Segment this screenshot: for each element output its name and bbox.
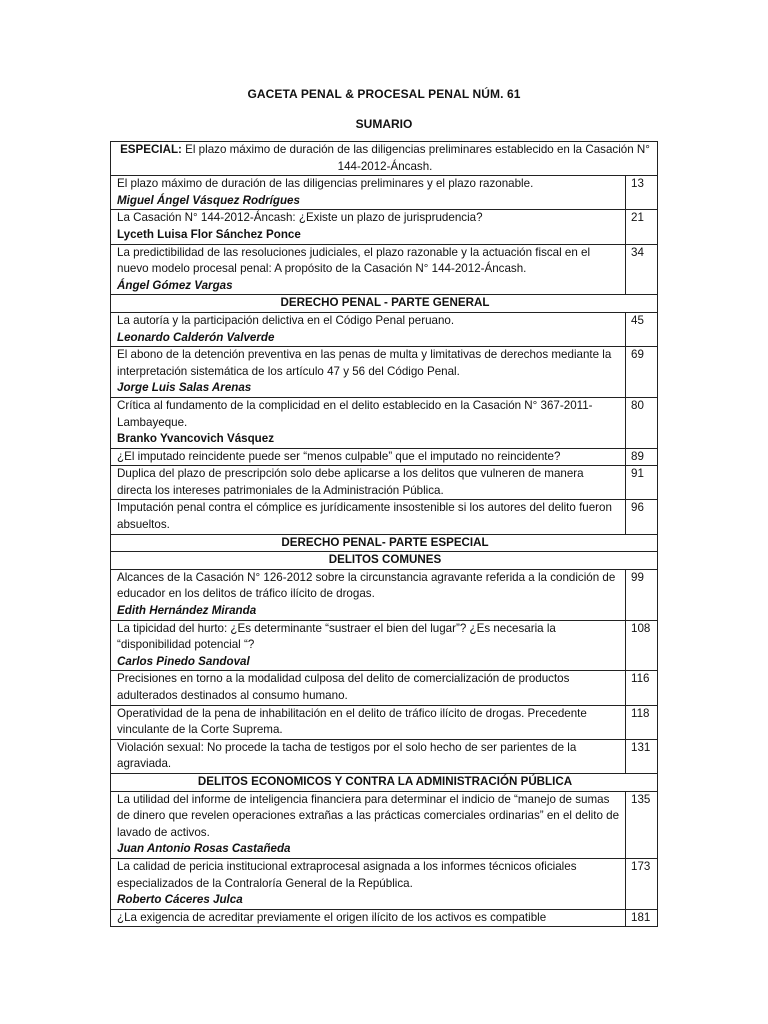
entry-cell [111,176,626,210]
entry-cell [111,244,626,295]
table-row [111,705,658,739]
page-number: 45 [626,312,658,346]
entry-title: Precisiones en torno a la modalidad culposa del delito de comercialización de productos adulterados destinados al consumo humano. [117,672,570,702]
table-row [111,620,658,671]
page-number: 34 [626,244,658,295]
table-row [111,909,658,927]
entry-cell [111,312,626,346]
table-row [111,176,658,210]
entry-title: La calidad de pericia institucional extraprocesal asignada a los informes técnicos oficiales especializados de la Contraloría General de la República. [117,859,577,890]
entry-title: La utilidad del informe de inteligencia financiera para determinar el indicio de “manejo de sumas de dinero que revelen operaciones extrañas a las prácticas comerciales ordinarias” en el delito de lavado de activos. [117,792,620,839]
entry-cell [111,739,626,773]
page-number: 96 [626,500,658,534]
section-title: DELITOS COMUNES [111,552,658,570]
page-number: 69 [626,347,658,398]
page-number: 80 [626,397,658,448]
entry-author: Juan Antonio Rosas Castañeda [117,842,291,856]
entry-author: Branko Yvancovich Vásquez [117,432,275,446]
entry-cell [111,448,626,466]
entry-cell [111,210,626,244]
page-number: 99 [626,569,658,620]
entry-title: Alcances de la Casación N° 126-2012 sobre la circunstancia agravante referida a la condición de educador en los delitos de tráfico ilícito de drogas. [117,570,616,601]
entry-cell [111,500,626,534]
section-special-lead: ESPECIAL: [120,143,182,156]
page-number: 135 [626,791,658,858]
page-number: 116 [626,671,658,705]
section-header-comunes [111,552,658,570]
entry-title: Duplica del plazo de prescripción solo debe aplicarse a los delitos que vulneren de manera directa los intereses patrimoniales de la Administración Pública. [117,467,584,497]
page-number: 21 [626,210,658,244]
section-special-cell [111,142,658,176]
entry-title: El plazo máximo de duración de las diligencias preliminares y el plazo razonable. [117,177,534,191]
table-row [111,500,658,534]
entry-title: Imputación penal contra el cómplice es jurídicamente insostenible si los autores del delito fueron absueltos. [117,501,612,532]
table-of-contents [110,141,658,927]
section-title: DELITOS ECONOMICOS Y CONTRA LA ADMINISTRACIÓN PÚBLICA [111,773,658,791]
page-number: 91 [626,466,658,500]
entry-author: Leonardo Calderón Valverde [117,330,275,344]
table-row [111,448,658,466]
page-title: GACETA PENAL & PROCESAL PENAL NÚM. 61 [247,87,521,101]
entry-cell [111,347,626,398]
page-number: 181 [626,909,658,927]
entry-author: Miguel Ángel Vásquez Rodrígues [117,193,300,207]
entry-title: La Casación N° 144-2012-Áncash: ¿Existe un plazo de jurisprudencia? [117,211,483,225]
table-row [111,739,658,773]
entry-title: Violación sexual: No procede la tacha de testigos por el solo hecho de ser parientes de la agraviada. [117,740,577,771]
page-number: 89 [626,448,658,466]
table-row [111,466,658,500]
entry-title: Operatividad de la pena de inhabilitación en el delito de tráfico ilícito de drogas. Precedente vinculante de la Corte Suprema. [117,706,587,737]
page-number: 13 [626,176,658,210]
page-number: 118 [626,705,658,739]
entry-title: Crítica al fundamento de la complicidad en el delito establecido en la Casación N° 367-2011-Lambayeque. [117,398,593,429]
table-row [111,244,658,295]
section-title: DERECHO PENAL - PARTE GENERAL [111,295,658,313]
section-title: DERECHO PENAL- PARTE ESPECIAL [111,534,658,552]
section-header-special [111,142,658,176]
page-number: 108 [626,620,658,671]
entry-cell [111,791,626,858]
entry-cell [111,858,626,909]
entry-title: La predictibilidad de las resoluciones judiciales, el plazo razonable y la actuación fiscal en el nuevo modelo procesal penal: A propósito de la Casación N° 144-2012-Áncash. [117,245,591,276]
entry-title: La tipicidad del hurto: ¿Es determinante “sustraer el bien del lugar”? ¿Es necesaria la “disponibilidad potencial “? [117,621,556,652]
entry-title: La autoría y la participación delictiva en el Código Penal peruano. [117,313,455,327]
page-number: 131 [626,739,658,773]
table-row [111,312,658,346]
table-row [111,347,658,398]
entry-author: Ángel Gómez Vargas [117,278,233,292]
entry-author: Jorge Luis Salas Arenas [117,381,252,395]
table-row [111,397,658,448]
page-subtitle: SUMARIO [355,117,413,131]
section-special-text: El plazo máximo de duración de las diligencias preliminares establecido en la Casación N° 144-2012-Áncash. [181,143,650,173]
entry-cell [111,569,626,620]
table-row [111,791,658,858]
entry-author: Carlos Pinedo Sandoval [117,654,250,668]
entry-title: ¿La exigencia de acreditar previamente el origen ilícito de los activos es compatible [117,910,547,924]
entry-cell [111,397,626,448]
entry-author: Roberto Cáceres Julca [117,893,243,907]
table-row [111,671,658,705]
entry-cell [111,671,626,705]
section-header-especial [111,534,658,552]
page-number: 173 [626,858,658,909]
entry-cell [111,620,626,671]
entry-title: El abono de la detención preventiva en las penas de multa y limitativas de derechos mediante la interpretación sistemática de los artículo 47 y 56 del Código Penal. [117,348,612,378]
entry-author: Lyceth Luisa Flor Sánchez Ponce [117,227,301,241]
table-row [111,858,658,909]
entry-cell [111,466,626,500]
section-header-general [111,295,658,313]
section-header-economicos [111,773,658,791]
table-row [111,569,658,620]
entry-title: ¿El imputado reincidente puede ser “menos culpable” que el imputado no reincidente? [117,449,561,463]
table-row [111,210,658,244]
entry-cell [111,705,626,739]
entry-author: Edith Hernández Miranda [117,604,257,618]
entry-cell [111,909,626,927]
